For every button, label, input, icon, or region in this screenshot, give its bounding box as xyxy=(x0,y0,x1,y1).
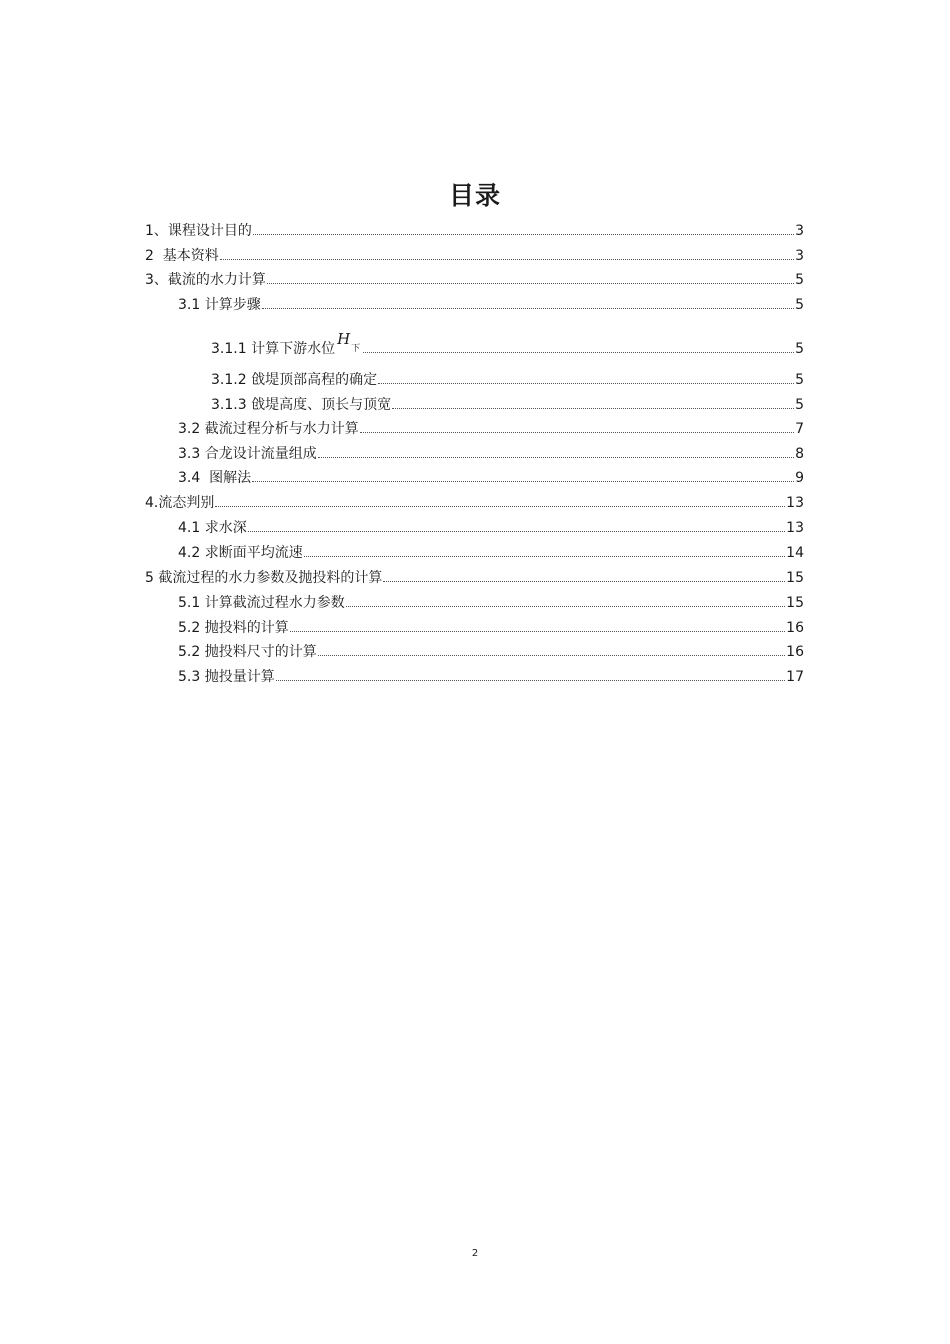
toc-entry-page: 15 xyxy=(786,570,804,586)
toc-entry-page: 7 xyxy=(795,421,804,437)
toc-leader-dots xyxy=(276,680,785,681)
toc-entry-label: 5 截流过程的水力参数及抛投料的计算 xyxy=(145,570,383,586)
toc-leader-dots xyxy=(363,352,794,353)
toc-entry-label: 3.2 截流过程分析与水力计算 xyxy=(178,421,359,437)
toc-entry[interactable] xyxy=(211,330,804,358)
toc-entry-page: 8 xyxy=(795,446,804,462)
toc-entry-page: 9 xyxy=(795,470,804,486)
toc-entry-label: 3.1 计算步骤 xyxy=(178,297,261,313)
toc-entry-label: 1、课程设计目的 xyxy=(145,223,252,239)
toc-entry-label: 5.2 抛投料尺寸的计算 xyxy=(178,644,317,660)
toc-entry-page: 5 xyxy=(795,341,804,357)
toc-entry[interactable] xyxy=(178,667,804,687)
toc-entry-page: 15 xyxy=(786,595,804,611)
toc-entry-page: 5 xyxy=(795,297,804,313)
toc-entry-page: 5 xyxy=(795,372,804,388)
toc-entry[interactable] xyxy=(178,642,804,662)
toc-entry[interactable] xyxy=(178,468,804,488)
toc-leader-dots xyxy=(290,631,785,632)
toc-leader-dots xyxy=(360,432,794,433)
toc-entry-page: 3 xyxy=(795,223,804,239)
water-level-symbol: H xyxy=(337,330,351,348)
toc-entry-page: 3 xyxy=(795,248,804,264)
page-number: 2 xyxy=(471,1248,479,1259)
toc-leader-dots xyxy=(252,481,794,482)
toc-entry-page: 13 xyxy=(786,520,804,536)
toc-leader-dots xyxy=(392,408,794,409)
toc-leader-dots xyxy=(267,283,794,284)
toc-leader-dots xyxy=(220,259,794,260)
toc-entry[interactable] xyxy=(211,395,804,415)
toc-entry-page: 13 xyxy=(786,495,804,511)
toc-entry-label: 5.1 计算截流过程水力参数 xyxy=(178,595,345,611)
toc-leader-dots xyxy=(215,506,785,507)
toc-entry-label: 3.4 图解法 xyxy=(178,470,252,486)
toc-entry-page: 16 xyxy=(786,620,804,636)
toc-entry-label: 3.3 合龙设计流量组成 xyxy=(178,446,317,462)
toc-leader-dots xyxy=(318,655,785,656)
toc-entry-page: 17 xyxy=(786,669,804,685)
toc-entry[interactable] xyxy=(145,270,804,290)
toc-leader-dots xyxy=(318,457,794,458)
toc-entry[interactable] xyxy=(178,444,804,464)
toc-title: 目录 xyxy=(448,181,501,210)
water-level-subscript: 下 xyxy=(351,344,361,354)
toc-leader-dots xyxy=(253,234,794,235)
toc-leader-dots xyxy=(262,308,794,309)
toc-leader-dots xyxy=(378,383,794,384)
toc-entry-label: 3.1.2 戗堤顶部高程的确定 xyxy=(211,372,378,388)
toc-entry[interactable] xyxy=(145,568,804,588)
toc-leader-dots xyxy=(248,531,785,532)
toc-entry-label: 4.2 求断面平均流速 xyxy=(178,545,303,561)
toc-entry[interactable] xyxy=(178,295,804,315)
toc-entry[interactable] xyxy=(178,518,804,538)
toc-entry-page: 5 xyxy=(795,397,804,413)
toc-entry-label: 3、截流的水力计算 xyxy=(145,272,266,288)
toc-entry-page: 16 xyxy=(786,644,804,660)
toc-leader-dots xyxy=(304,556,785,557)
toc-entry-label: 3.1.1 计算下游水位 xyxy=(211,341,336,357)
toc-entry-label: 4.1 求水深 xyxy=(178,520,247,536)
toc-entry-page: 5 xyxy=(795,272,804,288)
toc-entry-label: 5.2 抛投料的计算 xyxy=(178,620,289,636)
toc-leader-dots xyxy=(383,581,785,582)
toc-entry[interactable] xyxy=(145,246,804,266)
toc-entry-label: 5.3 抛投量计算 xyxy=(178,669,275,685)
toc-entry-label-group xyxy=(211,330,362,361)
toc-entry-label: 2 基本资料 xyxy=(145,248,219,264)
toc-entry[interactable] xyxy=(178,419,804,439)
toc-entry[interactable] xyxy=(211,370,804,390)
toc-entry-page: 14 xyxy=(786,545,804,561)
toc-entry[interactable] xyxy=(178,618,804,638)
toc-entry-label: 3.1.3 戗堤高度、顶长与顶宽 xyxy=(211,397,392,413)
toc-entry[interactable] xyxy=(178,593,804,613)
toc-entry[interactable] xyxy=(145,493,804,513)
toc-entry-label: 4.流态判别 xyxy=(145,495,215,511)
toc-entry[interactable] xyxy=(178,543,804,563)
toc-entry[interactable] xyxy=(145,221,804,241)
toc-leader-dots xyxy=(346,606,785,607)
